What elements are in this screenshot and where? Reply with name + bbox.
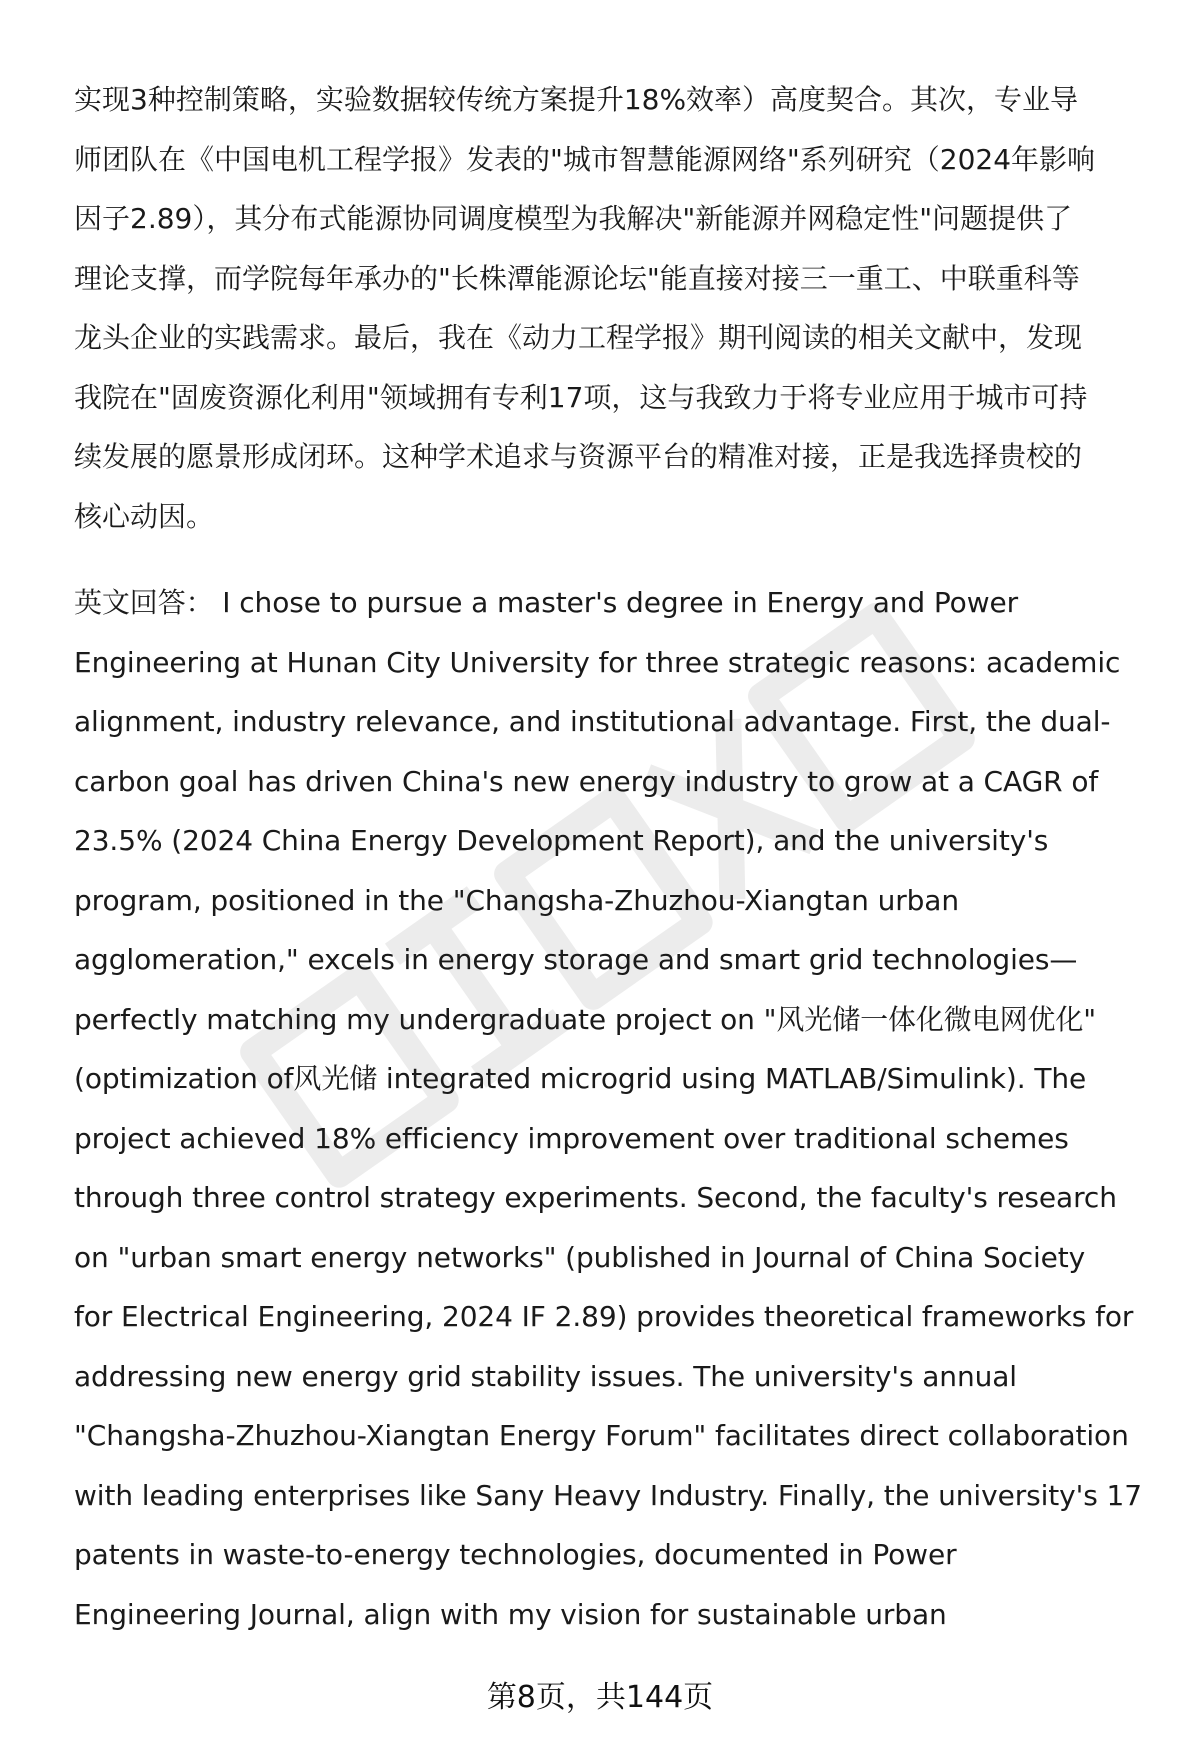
text-line: on "urban smart energy networks" (published in Journal of China Society: [74, 1240, 1086, 1274]
text-line: (optimization of风光储 integrated microgrid using MATLAB/Simulink). The: [74, 1062, 1087, 1095]
text-line: perfectly matching my undergraduate project on "风光储一体化微电网优化": [74, 1002, 1097, 1036]
text-line: program, positioned in the "Changsha-Zhuzhou-Xiangtan urban: [74, 883, 960, 917]
text-line: with leading enterprises like Sany Heavy Industry. Finally, the university's 17: [74, 1478, 1142, 1512]
text-line: 因子2.89），其分布式能源协同调度模型为我解决"新能源并网稳定性"问题提供了: [74, 202, 1073, 235]
text-line: 实现3种控制策略，实验数据较传统方案提升18%效率）高度契合。其次，专业导: [74, 83, 1079, 116]
text-line: addressing new energy grid stability issues. The university's annual: [74, 1359, 1017, 1393]
text-line: 23.5% (2024 China Energy Development Report), and the university's: [74, 824, 1049, 857]
text-line: Engineering Journal, align with my vision for sustainable urban: [74, 1597, 947, 1631]
text-line: Engineering at Hunan City University for three strategic reasons: academic: [74, 645, 1121, 679]
chinese-paragraph: [74, 70, 1154, 546]
text-line: 理论支撑，而学院每年承办的"长株潭能源论坛"能直接对接三一重工、中联重科等: [74, 261, 1080, 295]
text-line: through three control strategy experiments. Second, the faculty's research: [74, 1181, 1117, 1214]
page-number-footer: 第8页，共144页: [486, 1680, 714, 1715]
text-line: project achieved 18% efficiency improvement over traditional schemes: [74, 1121, 1069, 1155]
text-line: 师团队在《中国电机工程学报》发表的"城市智慧能源网络"系列研究（2024年影响: [74, 142, 1096, 176]
text-line: 核心动因。: [74, 499, 215, 533]
text-body: [74, 70, 1154, 1644]
english-paragraph: [74, 573, 1154, 1644]
text-line: patents in waste-to-energy technologies, documented in Power: [74, 1538, 957, 1571]
text-line: for Electrical Engineering, 2024 IF 2.89) provides theoretical frameworks for: [74, 1300, 1134, 1333]
text-line: 龙头企业的实践需求。最后，我在《动力工程学报》期刊阅读的相关文献中，发现: [74, 321, 1083, 354]
text-line: 续发展的愿景形成闭环。这种学术追求与资源平台的精准对接，正是我选择贵校的: [74, 440, 1083, 473]
text-line: alignment, industry relevance, and institutional advantage. First, the dual-: [74, 705, 1111, 738]
text-line: agglomeration," excels in energy storage and smart grid technologies—: [74, 943, 1078, 976]
text-line: 英文回答： I chose to pursue a master's degree in Energy and Power: [74, 586, 1019, 619]
text-line: "Changsha-Zhuzhou-Xiangtan Energy Forum" facilitates direct collaboration: [74, 1419, 1129, 1452]
text-line: 我院在"固废资源化利用"领域拥有专利17项，这与我致力于将专业应用于城市可持: [74, 380, 1088, 414]
text-line: carbon goal has driven China's new energy industry to grow at a CAGR of: [74, 764, 1099, 798]
paragraph-gap: [74, 546, 1154, 573]
